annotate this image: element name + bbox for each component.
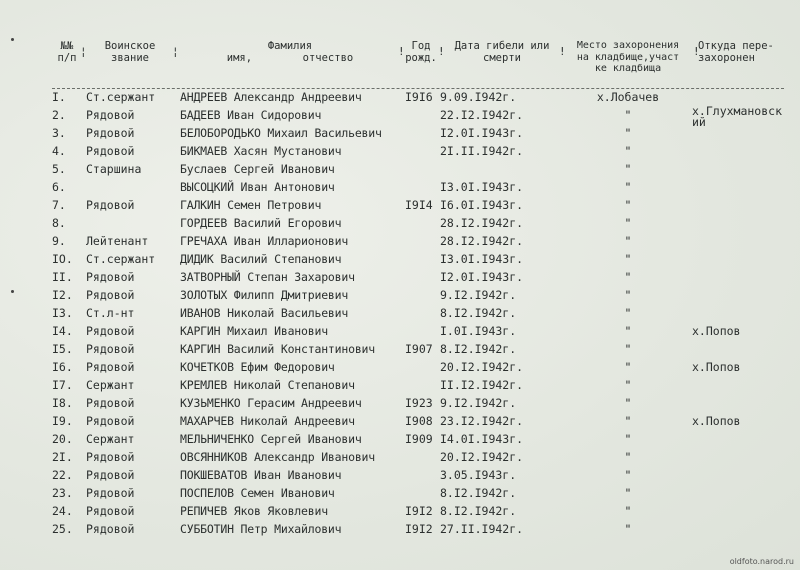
cell-name: МАХАРЧЕВ Николай Андреевич [180,414,355,428]
cell-num: 8. [52,216,66,230]
cell-rank: Сержант [86,378,135,392]
table-row [0,126,800,144]
cell-place: " [624,378,632,392]
cell-rank: Рядовой [86,324,135,338]
cell-year: I907 [405,342,433,356]
cell-year: I9I2 [405,522,433,536]
cell-date: 9.I2.I942г. [440,396,517,410]
cell-place: " [624,486,632,500]
cell-rank: Рядовой [86,414,135,428]
cell-num: 7. [52,198,66,212]
table-row [0,162,800,180]
cell-rank: Рядовой [86,360,135,374]
cell-rank: Старшина [86,162,142,176]
cell-rank: Рядовой [86,144,135,158]
cell-from: х.Попов [692,360,741,374]
cell-place: " [624,522,632,536]
cell-num: 22. [52,468,73,482]
cell-num: 2. [52,108,66,122]
cell-date: 8.I2.I942г. [440,342,517,356]
table-row [0,198,800,216]
table-row [0,342,800,360]
cell-date: I3.0I.I943г. [440,252,524,266]
cell-rank: Рядовой [86,504,135,518]
table-row [0,90,800,108]
cell-place: " [624,126,632,140]
cell-name: ЗАТВОРНЫЙ Степан Захарович [180,270,355,284]
cell-date: I3.0I.I943г. [440,180,524,194]
cell-year: I923 [405,396,433,410]
cell-place: " [624,396,632,410]
watermark: oldfoto.narod.ru [729,557,794,566]
cell-date: 9.09.I942г. [440,90,517,104]
cell-rank: Ст.сержант [86,90,156,104]
cell-date: 8.I2.I942г. [440,486,517,500]
cell-num: 9. [52,234,66,248]
cell-year: I9I6 [405,90,433,104]
cell-name: АНДРЕЕВ Александр Андреевич [180,90,362,104]
cell-rank: Ст.л-нт [86,306,135,320]
cell-num: I. [52,90,66,104]
cell-name: БИКМАЕВ Хасян Мустанович [180,144,342,158]
table-row [0,360,800,378]
cell-place: " [624,414,632,428]
cell-num: I8. [52,396,73,410]
cell-date: 28.I2.I942г. [440,234,524,248]
cell-date: 22.I2.I942г. [440,108,524,122]
cell-num: I6. [52,360,73,374]
cell-num: I9. [52,414,73,428]
cell-num: 2I. [52,450,73,464]
cell-date: 8.I2.I942г. [440,504,517,518]
cell-name: Буслаев Сергей Иванович [180,162,335,176]
cell-name: ПОСПЕЛОВ Семен Иванович [180,486,335,500]
cell-name: КУЗЬМЕНКО Герасим Андреевич [180,396,362,410]
table-row [0,396,800,414]
cell-name: ВЫСОЦКИЙ Иван Антонович [180,180,335,194]
cell-name: МЕЛЬНИЧЕНКО Сергей Иванович [180,432,362,446]
cell-place: " [624,270,632,284]
cell-num: 4. [52,144,66,158]
table-row [0,252,800,270]
cell-num: 6. [52,180,66,194]
cell-name: ИВАНОВ Николай Васильевич [180,306,349,320]
cell-num: I3. [52,306,73,320]
cell-year: I908 [405,414,433,428]
header-death-date: Дата гибели или смерти [454,40,550,64]
cell-year: I9I2 [405,504,433,518]
cell-num: 24. [52,504,73,518]
cell-place: " [624,108,632,122]
cell-num: I4. [52,324,73,338]
cell-rank: Рядовой [86,108,135,122]
cell-year: I909 [405,432,433,446]
header-birth-year: Год рожд. [405,40,437,64]
cell-date: 28.I2.I942г. [440,216,524,230]
cell-date: 23.I2.I942г. [440,414,524,428]
cell-name: КАРГИН Василий Константинович [180,342,375,356]
table-row [0,270,800,288]
cell-from: х.Попов [692,324,741,338]
table-row [0,450,800,468]
table-row [0,104,800,129]
cell-year: I9I4 [405,198,433,212]
cell-num: 3. [52,126,66,140]
cell-name: ОВСЯННИКОВ Александр Иванович [180,450,375,464]
cell-num: 23. [52,486,73,500]
cell-place: " [624,198,632,212]
cell-place: " [624,144,632,158]
table-row [0,378,800,396]
table-row [0,468,800,486]
cell-name: РЕПИЧЕВ Яков Яковлевич [180,504,328,518]
cell-date: I6.0I.I943г. [440,198,524,212]
cell-place: " [624,234,632,248]
cell-num: 5. [52,162,66,176]
cell-place: " [624,288,632,302]
cell-name: ЗОЛОТЫХ Филипп Дмитриевич [180,288,349,302]
cell-date: 3.05.I943г. [440,468,517,482]
cell-rank: Рядовой [86,288,135,302]
table-row [0,324,800,342]
cell-num: I5. [52,342,73,356]
cell-from: х.Глухмановский [692,104,783,129]
cell-place: " [624,504,632,518]
table-header: №№ п/п ¦ Воинское звание ¦ Фамилия имя, отчество ! Год рожд. ! Дата гибели или смерти ! Место захоронения на кладбище,участ ке кладбища ! Откуда пере- захоронен [0,40,800,88]
table-row [0,216,800,234]
header-burial-place: Место захоронения на кладбище,участ ке кладбища [576,40,680,74]
cell-date: 8.I2.I942г. [440,306,517,320]
cell-name: ДИДИК Василий Степанович [180,252,342,266]
cell-name: БАДЕЕВ Иван Сидорович [180,108,322,122]
table-row [0,144,800,162]
cell-date: II.I2.I942г. [440,378,524,392]
cell-from: х.Попов [692,414,741,428]
cell-place: " [624,324,632,338]
cell-place: " [624,162,632,176]
cell-rank: Рядовой [86,486,135,500]
cell-num: 20. [52,432,73,446]
cell-rank: Рядовой [86,270,135,284]
cell-name: ГРЕЧАХА Иван Илларионович [180,234,349,248]
cell-rank: Рядовой [86,450,135,464]
cell-place: " [624,342,632,356]
cell-date: I2.0I.I943г. [440,126,524,140]
cell-date: I2.0I.I943г. [440,270,524,284]
cell-date: 20.I2.I942г. [440,360,524,374]
cell-date: 9.I2.I942г. [440,288,517,302]
header-rank: Воинское звание [104,40,156,64]
cell-date: 20.I2.I942г. [440,450,524,464]
cell-rank: Сержант [86,432,135,446]
table-row [0,306,800,324]
table-row [0,522,800,540]
cell-num: IO. [52,252,73,266]
table-row [0,486,800,504]
cell-date: I.0I.I943г. [440,324,517,338]
cell-date: 2I.II.I942г. [440,144,524,158]
cell-name: СУББОТИН Петр Михайлович [180,522,342,536]
cell-place: " [624,468,632,482]
cell-rank: Рядовой [86,396,135,410]
cell-name: ГАЛКИН Семен Петрович [180,198,322,212]
table-row [0,234,800,252]
cell-place: " [624,252,632,266]
cell-rank: Рядовой [86,342,135,356]
cell-name: ГОРДЕЕВ Василий Егорович [180,216,342,230]
cell-date: 27.II.I942г. [440,522,524,536]
cell-place: " [624,180,632,194]
cell-rank: Рядовой [86,198,135,212]
cell-place: " [624,432,632,446]
cell-num: 25. [52,522,73,536]
cell-num: I2. [52,288,73,302]
cell-rank: Рядовой [86,468,135,482]
table-row [0,288,800,306]
cell-rank: Рядовой [86,126,135,140]
header-fullname: Фамилия имя, отчество [226,40,354,64]
cell-place: " [624,216,632,230]
cell-date: I4.0I.I943г. [440,432,524,446]
table-row [0,414,800,432]
header-number: №№ п/п [57,40,77,64]
cell-place: " [624,450,632,464]
cell-place: х.Лобачев [596,90,660,104]
cell-place: " [624,306,632,320]
cell-name: КОЧЕТКОВ Ефим Федорович [180,360,335,374]
cell-rank: Рядовой [86,522,135,536]
cell-num: II. [52,270,73,284]
cell-name: БЕЛОБОРОДЬКО Михаил Васильевич [180,126,382,140]
cell-name: КРЕМЛЕВ Николай Степанович [180,378,355,392]
cell-name: ПОКШЕВАТОВ Иван Иванович [180,468,342,482]
header-reburied-from: Откуда пере- захоронен [698,40,774,64]
cell-place: " [624,360,632,374]
table-row [0,432,800,450]
cell-num: I7. [52,378,73,392]
table-row [0,180,800,198]
table-row [0,504,800,522]
cell-rank: Лейтенант [86,234,149,248]
cell-name: КАРГИН Михаил Иванович [180,324,328,338]
cell-rank: Ст.сержант [86,252,156,266]
